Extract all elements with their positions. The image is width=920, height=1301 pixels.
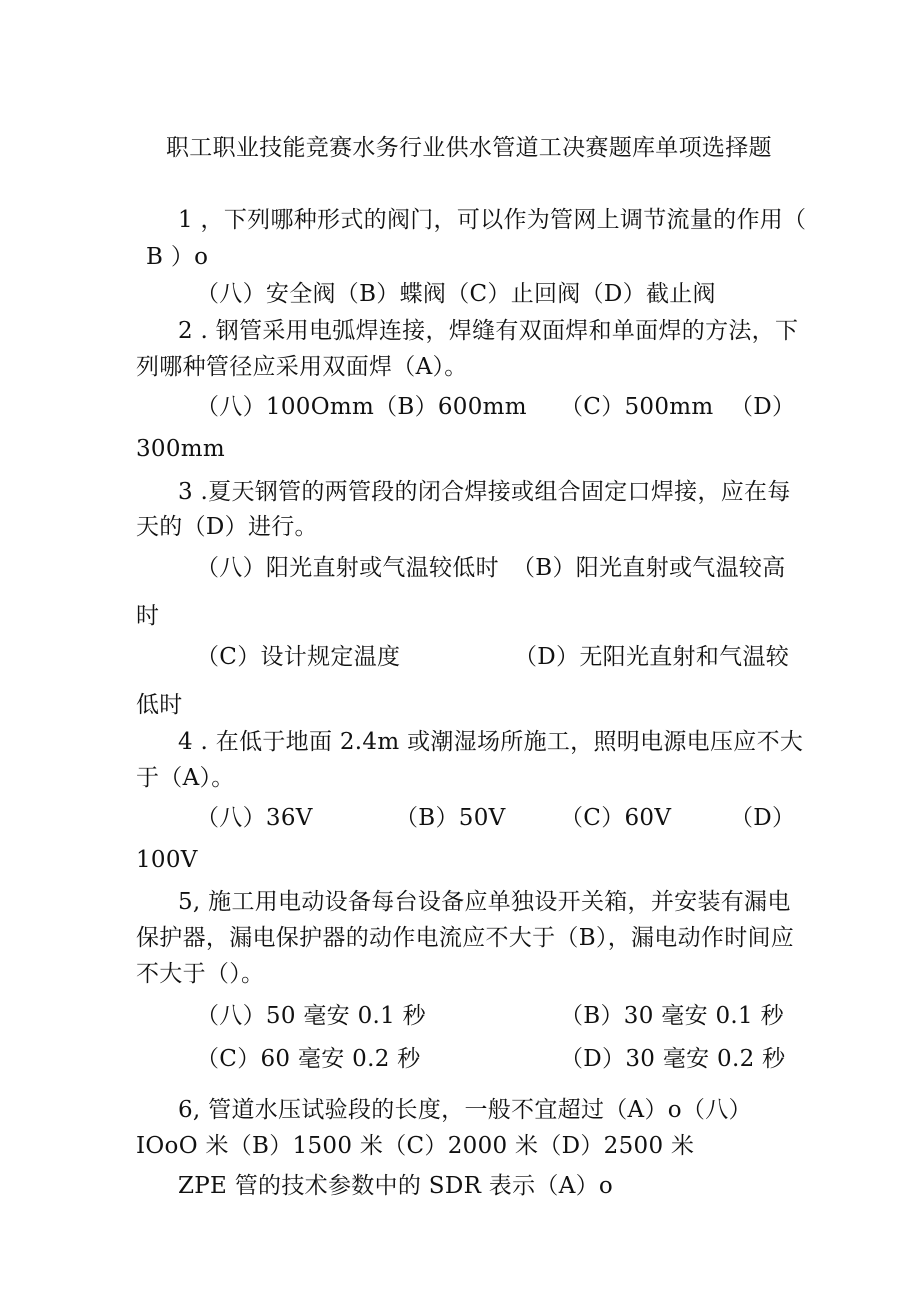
question-3-text-cont: 天的（D）进行。 xyxy=(136,514,318,540)
question-2-option-a-b: （八）100Omm（B）600mm xyxy=(196,394,527,420)
question-3-option-c: （C）设计规定温度 xyxy=(196,644,401,670)
question-4-option-b: （B）50V xyxy=(395,805,506,831)
question-3-option-d: （D）无阳光直射和气温较 xyxy=(514,644,790,670)
question-5-text: 5, 施工用电动设备每台设备应单独设开关箱，并安装有漏电 xyxy=(178,889,791,915)
question-5-text-cont: 保护器，漏电保护器的动作电流应不大于（B），漏电动作时间应 xyxy=(136,925,795,951)
question-3-option-b: （B）阳光直射或气温较高 xyxy=(512,555,786,581)
question-5-text-cont-2: 不大于（）。 xyxy=(136,961,265,987)
question-2-text: 2 . 钢管采用电弧焊连接，焊缝有双面焊和单面焊的方法，下 xyxy=(178,318,799,344)
question-4-option-d-value: 100V xyxy=(136,847,198,873)
question-2-text-cont: 列哪种管径应采用双面焊（A）。 xyxy=(136,354,468,380)
question-4-option-a: （八）36V xyxy=(196,805,313,831)
question-3-option-a: （八）阳光直射或气温较低时 xyxy=(196,555,499,581)
question-5-option-d: （D）30 毫安 0.2 秒 xyxy=(560,1046,786,1072)
question-3-text: 3 .夏天钢管的两管段的闭合焊接或组合固定口焊接，应在每 xyxy=(178,479,791,505)
question-6-options: IOoO 米（B）1500 米（C）2000 米（D）2500 米 xyxy=(136,1133,695,1159)
document-title: 职工职业技能竞赛水务行业供水管道工决赛题库单项选择题 xyxy=(166,135,772,161)
question-4-option-d: （D） xyxy=(730,805,796,831)
question-6-text: 6, 管道水压试验段的长度，一般不宜超过（A）o（八） xyxy=(178,1097,752,1123)
question-4-text-cont: 于（A）。 xyxy=(136,765,235,791)
question-2-option-c: （C）500mm xyxy=(560,394,714,420)
question-4-text: 4 . 在低于地面 2.4m 或潮湿场所施工，照明电源电压应不大 xyxy=(178,729,804,755)
question-5-option-c: （C）60 毫安 0.2 秒 xyxy=(196,1046,421,1072)
question-1-text-cont: B ）o xyxy=(146,244,209,270)
question-2-option-d-value: 300mm xyxy=(136,436,226,462)
question-7-text: ZPE 管的技术参数中的 SDR 表示（A）o xyxy=(178,1173,614,1199)
question-5-option-a: （八）50 毫安 0.1 秒 xyxy=(196,1003,426,1029)
question-3-option-d-tail: 低时 xyxy=(136,692,183,718)
question-3-option-b-tail: 时 xyxy=(136,603,160,629)
question-1-text: 1 ，下列哪种形式的阀门，可以作为管网上调节流量的作用（ xyxy=(178,207,807,233)
question-2-option-d: （D） xyxy=(730,394,796,420)
question-1-options: （八）安全阀（B）蝶阀（C）止回阀（D）截止阀 xyxy=(196,281,716,307)
question-4-option-c: （C）60V xyxy=(560,805,672,831)
question-5-option-b: （B）30 毫安 0.1 秒 xyxy=(560,1003,784,1029)
